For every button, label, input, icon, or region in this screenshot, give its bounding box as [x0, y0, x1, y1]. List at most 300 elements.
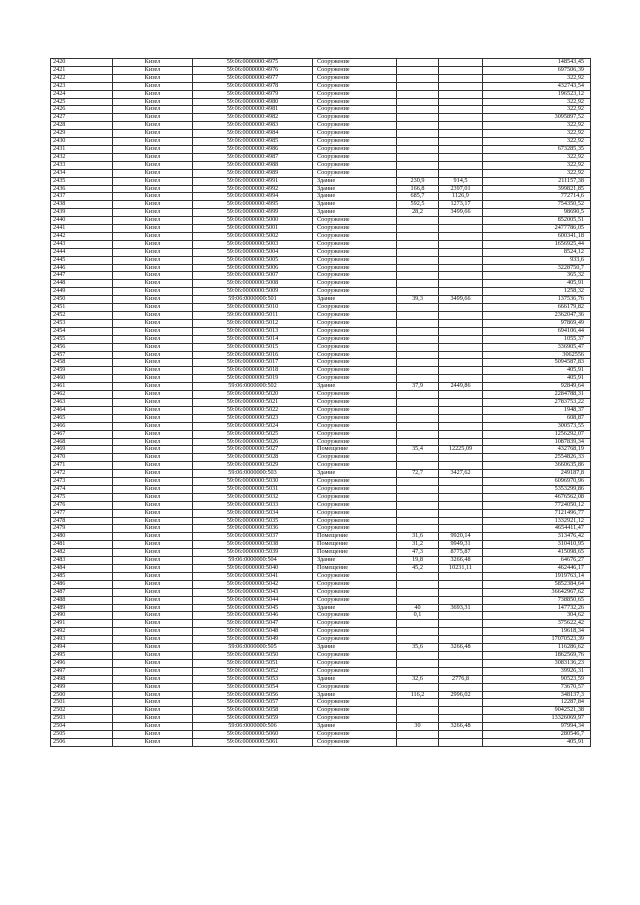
area-cell: [397, 667, 439, 675]
value-cell: 933,6: [483, 256, 591, 264]
cadastral-number-cell: 59:06:0000000:5036: [193, 525, 313, 533]
area-cell: 37,9: [397, 383, 439, 391]
city-cell: Кизел: [113, 312, 193, 320]
value-cell: 432768,19: [483, 446, 591, 454]
row-number: 2454: [51, 327, 113, 335]
rate-cell: [439, 699, 483, 707]
cadastral-number-cell: 59:06:0000000:4981: [193, 106, 313, 114]
area-cell: [397, 462, 439, 470]
object-type-cell: Сооружение: [313, 430, 397, 438]
city-cell: Кизел: [113, 525, 193, 533]
value-cell: 462446,17: [483, 565, 591, 573]
rate-cell: 3266,48: [439, 557, 483, 565]
cadastral-number-cell: 59:06:0000000:5024: [193, 422, 313, 430]
area-cell: [397, 312, 439, 320]
value-cell: 1862569,76: [483, 651, 591, 659]
table-row: [51, 280, 591, 288]
area-cell: 230,9: [397, 177, 439, 185]
object-type-cell: Здание: [313, 557, 397, 565]
rate-cell: 9949,31: [439, 541, 483, 549]
city-cell: Кизел: [113, 296, 193, 304]
table-row: [51, 691, 591, 699]
value-cell: 322,92: [483, 169, 591, 177]
object-type-cell: Сооружение: [313, 588, 397, 596]
value-cell: 322,92: [483, 138, 591, 146]
object-type-cell: Сооружение: [313, 406, 397, 414]
object-type-cell: Сооружение: [313, 398, 397, 406]
table-row: [51, 391, 591, 399]
cadastral-number-cell: 59:06:0000000:4982: [193, 114, 313, 122]
area-cell: [397, 525, 439, 533]
object-type-cell: Сооружение: [313, 66, 397, 74]
table-row: [51, 572, 591, 580]
object-type-cell: Сооружение: [313, 628, 397, 636]
object-type-cell: Сооружение: [313, 683, 397, 691]
cadastral-number-cell: 59:06:0000000:4976: [193, 66, 313, 74]
city-cell: Кизел: [113, 193, 193, 201]
area-cell: [397, 240, 439, 248]
row-number: 2436: [51, 185, 113, 193]
rate-cell: [439, 130, 483, 138]
area-cell: [397, 280, 439, 288]
value-cell: 673285,35: [483, 145, 591, 153]
value-cell: 322,92: [483, 122, 591, 130]
object-type-cell: Здание: [313, 185, 397, 193]
rate-cell: [439, 628, 483, 636]
cadastral-number-cell: 59:06:0000000:5050: [193, 651, 313, 659]
area-cell: [397, 114, 439, 122]
object-type-cell: Сооружение: [313, 612, 397, 620]
rate-cell: 3266,48: [439, 644, 483, 652]
object-type-cell: Сооружение: [313, 699, 397, 707]
city-cell: Кизел: [113, 201, 193, 209]
value-cell: 322,92: [483, 106, 591, 114]
rate-cell: 1273,17: [439, 201, 483, 209]
object-type-cell: Здание: [313, 470, 397, 478]
rate-cell: [439, 312, 483, 320]
row-number: 2485: [51, 572, 113, 580]
table-row: [51, 169, 591, 177]
rate-cell: [439, 288, 483, 296]
cadastral-number-cell: 59:06:0000000:5043: [193, 588, 313, 596]
city-cell: Кизел: [113, 501, 193, 509]
cadastral-number-cell: 59:06:0000000:4999: [193, 209, 313, 217]
value-cell: 5852384,64: [483, 580, 591, 588]
value-cell: 322,92: [483, 153, 591, 161]
table-row: [51, 446, 591, 454]
value-cell: 116286,62: [483, 644, 591, 652]
object-type-cell: Здание: [313, 193, 397, 201]
city-cell: Кизел: [113, 280, 193, 288]
cadastral-number-cell: 59:06:0000000:5021: [193, 398, 313, 406]
object-type-cell: Здание: [313, 604, 397, 612]
row-number: 2459: [51, 367, 113, 375]
cadastral-number-cell: 59:06:0000000:5038: [193, 541, 313, 549]
value-cell: 666179,82: [483, 304, 591, 312]
rate-cell: 3427,62: [439, 470, 483, 478]
area-cell: [397, 169, 439, 177]
rate-cell: [439, 153, 483, 161]
object-type-cell: Сооружение: [313, 256, 397, 264]
object-type-cell: Сооружение: [313, 509, 397, 517]
value-cell: 92849,64: [483, 383, 591, 391]
area-cell: 166,8: [397, 185, 439, 193]
cadastral-number-cell: 59:06:0000000:4989: [193, 169, 313, 177]
rate-cell: [439, 225, 483, 233]
area-cell: [397, 288, 439, 296]
cadastral-number-cell: 59:06:0000000:502: [193, 383, 313, 391]
area-cell: [397, 398, 439, 406]
area-cell: [397, 327, 439, 335]
area-cell: [397, 153, 439, 161]
city-cell: Кизел: [113, 565, 193, 573]
area-cell: [397, 145, 439, 153]
cadastral-number-cell: 59:06:0000000:5007: [193, 272, 313, 280]
table-row: [51, 217, 591, 225]
table-row: [51, 525, 591, 533]
value-cell: 7724050,12: [483, 501, 591, 509]
area-cell: [397, 59, 439, 67]
cadastral-number-cell: 59:06:0000000:5045: [193, 604, 313, 612]
rate-cell: [439, 90, 483, 98]
value-cell: 772714,6: [483, 193, 591, 201]
area-cell: 35,6: [397, 644, 439, 652]
cadastral-number-cell: 59:06:0000000:4986: [193, 145, 313, 153]
cadastral-number-cell: 59:06:0000000:5059: [193, 715, 313, 723]
object-type-cell: Сооружение: [313, 367, 397, 375]
value-cell: 2362047,36: [483, 312, 591, 320]
rate-cell: [439, 169, 483, 177]
city-cell: Кизел: [113, 59, 193, 67]
rate-cell: [439, 367, 483, 375]
table-row: [51, 122, 591, 130]
rate-cell: [439, 98, 483, 106]
area-cell: [397, 422, 439, 430]
city-cell: Кизел: [113, 667, 193, 675]
city-cell: Кизел: [113, 225, 193, 233]
rate-cell: 8775,87: [439, 549, 483, 557]
area-cell: [397, 478, 439, 486]
rate-cell: [439, 596, 483, 604]
value-cell: 5094587,83: [483, 359, 591, 367]
table-row: [51, 699, 591, 707]
row-number: 2464: [51, 406, 113, 414]
city-cell: Кизел: [113, 612, 193, 620]
city-cell: Кизел: [113, 335, 193, 343]
row-number: 2450: [51, 296, 113, 304]
cadastral-number-cell: 59:06:0000000:503: [193, 470, 313, 478]
value-cell: 415098,65: [483, 549, 591, 557]
row-number: 2462: [51, 391, 113, 399]
cadastral-number-cell: 59:06:0000000:4979: [193, 90, 313, 98]
table-row: [51, 153, 591, 161]
row-number: 2503: [51, 715, 113, 723]
row-number: 2484: [51, 565, 113, 573]
row-number: 2465: [51, 414, 113, 422]
row-number: 2495: [51, 651, 113, 659]
area-cell: 31,2: [397, 541, 439, 549]
cadastral-number-cell: 59:06:0000000:5004: [193, 248, 313, 256]
area-cell: [397, 367, 439, 375]
area-cell: 47,3: [397, 549, 439, 557]
object-type-cell: Сооружение: [313, 319, 397, 327]
area-cell: [397, 74, 439, 82]
value-cell: 9042521,38: [483, 707, 591, 715]
rate-cell: [439, 707, 483, 715]
table-row: [51, 398, 591, 406]
cadastral-value-table: [50, 58, 591, 747]
row-number: 2457: [51, 351, 113, 359]
city-cell: Кизел: [113, 723, 193, 731]
city-cell: Кизел: [113, 383, 193, 391]
object-type-cell: Сооружение: [313, 59, 397, 67]
city-cell: Кизел: [113, 106, 193, 114]
table-row: [51, 264, 591, 272]
city-cell: Кизел: [113, 138, 193, 146]
row-number: 2482: [51, 549, 113, 557]
row-number: 2433: [51, 161, 113, 169]
row-number: 2478: [51, 517, 113, 525]
row-number: 2496: [51, 659, 113, 667]
value-cell: 608,87: [483, 414, 591, 422]
rate-cell: [439, 438, 483, 446]
city-cell: Кизел: [113, 185, 193, 193]
object-type-cell: Сооружение: [313, 82, 397, 90]
area-cell: [397, 225, 439, 233]
table-row: [51, 667, 591, 675]
city-cell: Кизел: [113, 264, 193, 272]
value-cell: 313476,42: [483, 533, 591, 541]
city-cell: Кизел: [113, 644, 193, 652]
area-cell: [397, 588, 439, 596]
row-number: 2435: [51, 177, 113, 185]
cadastral-number-cell: 59:06:0000000:5053: [193, 675, 313, 683]
row-number: 2449: [51, 288, 113, 296]
rate-cell: [439, 359, 483, 367]
value-cell: 852005,51: [483, 217, 591, 225]
rate-cell: [439, 59, 483, 67]
cadastral-number-cell: 59:06:0000000:5032: [193, 493, 313, 501]
rate-cell: [439, 659, 483, 667]
area-cell: [397, 98, 439, 106]
value-cell: 64676,27: [483, 557, 591, 565]
value-cell: 4676562,08: [483, 493, 591, 501]
row-number: 2492: [51, 628, 113, 636]
object-type-cell: Сооружение: [313, 580, 397, 588]
table-row: [51, 478, 591, 486]
cadastral-number-cell: 59:06:0000000:5022: [193, 406, 313, 414]
table-row: [51, 90, 591, 98]
area-cell: [397, 731, 439, 739]
cadastral-number-cell: 59:06:0000000:5049: [193, 636, 313, 644]
rate-cell: [439, 280, 483, 288]
area-cell: [397, 620, 439, 628]
table-row: [51, 414, 591, 422]
row-number: 2493: [51, 636, 113, 644]
value-cell: 98690,5: [483, 209, 591, 217]
value-cell: 1055,37: [483, 335, 591, 343]
value-cell: 196523,12: [483, 90, 591, 98]
city-cell: Кизел: [113, 114, 193, 122]
rate-cell: [439, 501, 483, 509]
table-row: [51, 319, 591, 327]
table-row: [51, 612, 591, 620]
table-row: [51, 232, 591, 240]
city-cell: Кизел: [113, 343, 193, 351]
area-cell: [397, 130, 439, 138]
row-number: 2438: [51, 201, 113, 209]
city-cell: Кизел: [113, 288, 193, 296]
cadastral-number-cell: 59:06:0000000:5008: [193, 280, 313, 288]
area-cell: [397, 272, 439, 280]
cadastral-number-cell: 59:06:0000000:5052: [193, 667, 313, 675]
row-number: 2491: [51, 620, 113, 628]
city-cell: Кизел: [113, 327, 193, 335]
cadastral-number-cell: 59:06:0000000:5013: [193, 327, 313, 335]
area-cell: [397, 351, 439, 359]
cadastral-number-cell: 59:06:0000000:5015: [193, 343, 313, 351]
city-cell: Кизел: [113, 636, 193, 644]
rate-cell: [439, 264, 483, 272]
table-row: [51, 659, 591, 667]
rate-cell: [439, 122, 483, 130]
area-cell: [397, 501, 439, 509]
object-type-cell: Помещение: [313, 541, 397, 549]
area-cell: [397, 509, 439, 517]
table-row: [51, 359, 591, 367]
area-cell: [397, 138, 439, 146]
area-cell: 72,7: [397, 470, 439, 478]
rate-cell: [439, 422, 483, 430]
value-cell: 12287,84: [483, 699, 591, 707]
table-row: [51, 462, 591, 470]
table-row: [51, 304, 591, 312]
city-cell: Кизел: [113, 628, 193, 636]
row-number: 2497: [51, 667, 113, 675]
city-cell: Кизел: [113, 161, 193, 169]
row-number: 2477: [51, 509, 113, 517]
cadastral-number-cell: 59:06:0000000:506: [193, 723, 313, 731]
city-cell: Кизел: [113, 509, 193, 517]
table-row: [51, 367, 591, 375]
city-cell: Кизел: [113, 572, 193, 580]
object-type-cell: Сооружение: [313, 572, 397, 580]
cadastral-number-cell: 59:06:0000000:5009: [193, 288, 313, 296]
city-cell: Кизел: [113, 715, 193, 723]
row-number: 2429: [51, 130, 113, 138]
cadastral-number-cell: 59:06:0000000:5042: [193, 580, 313, 588]
object-type-cell: Сооружение: [313, 232, 397, 240]
cadastral-number-cell: 59:06:0000000:5020: [193, 391, 313, 399]
row-number: 2480: [51, 533, 113, 541]
object-type-cell: Сооружение: [313, 620, 397, 628]
object-type-cell: Сооружение: [313, 715, 397, 723]
rate-cell: [439, 667, 483, 675]
table-row: [51, 430, 591, 438]
cadastral-number-cell: 59:06:0000000:4995: [193, 201, 313, 209]
row-number: 2444: [51, 248, 113, 256]
object-type-cell: Помещение: [313, 533, 397, 541]
city-cell: Кизел: [113, 351, 193, 359]
row-number: 2498: [51, 675, 113, 683]
table-row: [51, 675, 591, 683]
object-type-cell: Здание: [313, 296, 397, 304]
row-number: 2453: [51, 319, 113, 327]
rate-cell: [439, 240, 483, 248]
cadastral-number-cell: 59:06:0000000:5025: [193, 430, 313, 438]
rate-cell: [439, 256, 483, 264]
city-cell: Кизел: [113, 707, 193, 715]
table-row: [51, 454, 591, 462]
area-cell: [397, 82, 439, 90]
city-cell: Кизел: [113, 533, 193, 541]
cadastral-number-cell: 59:06:0000000:5027: [193, 446, 313, 454]
object-type-cell: Сооружение: [313, 462, 397, 470]
rate-cell: 1126,9: [439, 193, 483, 201]
rate-cell: 2996,02: [439, 691, 483, 699]
rate-cell: [439, 406, 483, 414]
row-number: 2437: [51, 193, 113, 201]
row-number: 2472: [51, 470, 113, 478]
table-row: [51, 272, 591, 280]
cadastral-number-cell: 59:06:0000000:5011: [193, 312, 313, 320]
city-cell: Кизел: [113, 367, 193, 375]
object-type-cell: Сооружение: [313, 122, 397, 130]
value-cell: 348137,3: [483, 691, 591, 699]
area-cell: [397, 106, 439, 114]
value-cell: 1919763,14: [483, 572, 591, 580]
area-cell: [397, 359, 439, 367]
object-type-cell: Сооружение: [313, 272, 397, 280]
city-cell: Кизел: [113, 470, 193, 478]
object-type-cell: Сооружение: [313, 651, 397, 659]
table-row: [51, 185, 591, 193]
rate-cell: 12225,09: [439, 446, 483, 454]
table-row: [51, 240, 591, 248]
cadastral-number-cell: 59:06:0000000:5019: [193, 375, 313, 383]
object-type-cell: Сооружение: [313, 359, 397, 367]
row-number: 2439: [51, 209, 113, 217]
rate-cell: [439, 319, 483, 327]
object-type-cell: Сооружение: [313, 225, 397, 233]
rate-cell: [439, 517, 483, 525]
area-cell: [397, 651, 439, 659]
row-number: 2434: [51, 169, 113, 177]
cadastral-number-cell: 59:06:0000000:5041: [193, 572, 313, 580]
object-type-cell: Здание: [313, 177, 397, 185]
object-type-cell: Сооружение: [313, 288, 397, 296]
area-cell: [397, 391, 439, 399]
cadastral-number-cell: 59:06:0000000:5000: [193, 217, 313, 225]
table-row: [51, 335, 591, 343]
city-cell: Кизел: [113, 557, 193, 565]
table-row: [51, 145, 591, 153]
table-row: [51, 588, 591, 596]
table-row: [51, 557, 591, 565]
area-cell: [397, 430, 439, 438]
table-row: [51, 470, 591, 478]
table-row: [51, 343, 591, 351]
row-number: 2427: [51, 114, 113, 122]
rate-cell: [439, 217, 483, 225]
object-type-cell: Сооружение: [313, 707, 397, 715]
row-number: 2502: [51, 707, 113, 715]
value-cell: 697506,39: [483, 66, 591, 74]
object-type-cell: Здание: [313, 691, 397, 699]
table-row: [51, 509, 591, 517]
area-cell: 35,4: [397, 446, 439, 454]
city-cell: Кизел: [113, 82, 193, 90]
